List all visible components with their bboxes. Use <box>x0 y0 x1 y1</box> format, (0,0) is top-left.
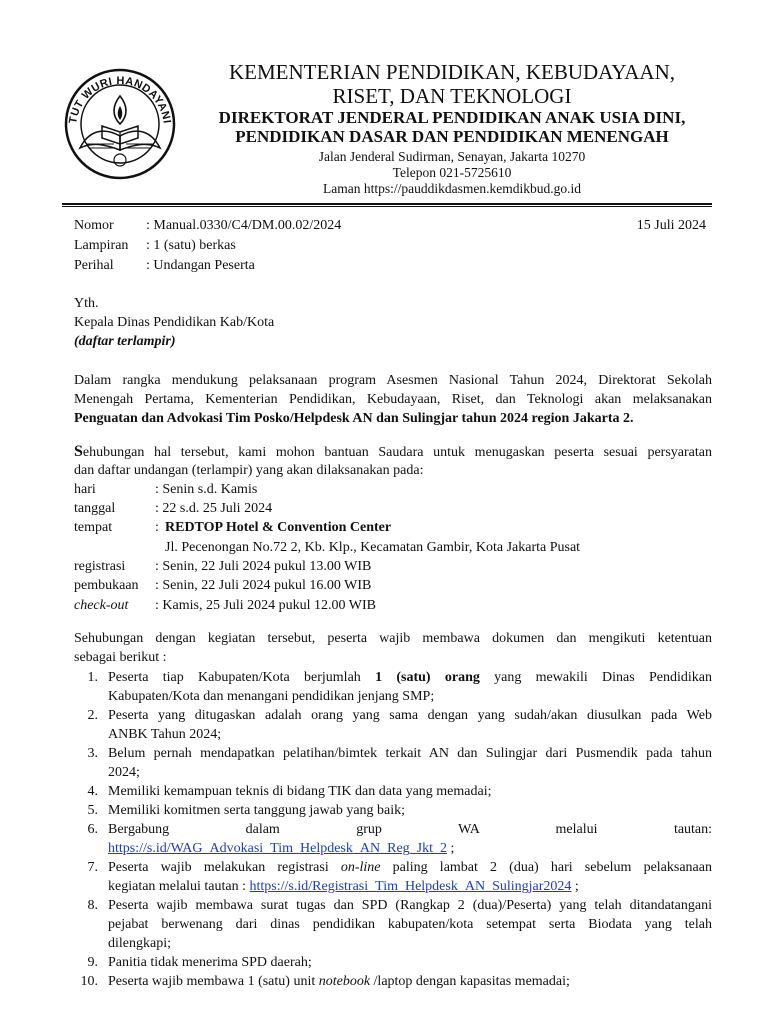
letterhead-phone: Telepon 021-5725610 <box>392 165 512 180</box>
addressee-yth: Yth. <box>74 296 99 311</box>
list-item-6-word: Bergabung <box>108 822 170 837</box>
checkout-label: check-out <box>74 598 129 613</box>
letterhead-ministry-line2: RISET, DAN TEKNOLOGI <box>332 84 572 108</box>
list-item-8-line-1: Peserta wajib membawa surat tugas dan SPD (Rangkap 2 (dua)/Peserta) yang telah ditandatangani <box>108 898 712 913</box>
intro-event-title: Penguatan dan Advokasi Tim Posko/Helpdesk AN dan Sulingjar tahun 2024 region Jakarta 2. <box>74 411 634 426</box>
list-item-6-word: tautan: <box>673 822 713 837</box>
pembukaan-label: pembukaan <box>74 578 139 593</box>
list-item-number: 3. <box>87 746 98 761</box>
list-item-7-italic: on-line <box>340 860 381 875</box>
checkout-value: : Kamis, 25 Juli 2024 pukul 12.00 WIB <box>155 598 377 613</box>
requirements-intro-line-2: sebagai berikut : <box>74 650 167 665</box>
wa-group-link[interactable]: https://s.id/WAG_Advokasi_Tim_Helpdesk_AN_Reg_Jkt_2 <box>108 841 447 856</box>
registrasi-label: registrasi <box>74 559 126 574</box>
intro-line-1: Dalam rangka mendukung pelaksanaan program Asesmen Nasional Tahun 2024, Direktorat Sekolah <box>74 373 712 388</box>
tempat-address: Jl. Pecenongan No.72 2, Kb. Klp., Kecamatan Gambir, Kota Jakarta Pusat <box>165 540 581 555</box>
list-item-7-text-c: kegiatan melalui tautan : <box>108 879 250 894</box>
letterhead-divider-thin <box>62 206 712 207</box>
list-item-2-line-1: Peserta yang ditugaskan adalah orang yang sama dengan yang sudah/akan diusulkan pada Web <box>108 708 712 723</box>
request-line-1 <box>74 443 712 462</box>
list-item-8-line-3: dilengkapi; <box>108 936 171 951</box>
addressee-name: Kepala Dinas Pendidikan Kab/Kota <box>74 315 275 330</box>
list-item-5: Memiliki komitmen serta tanggung jawab yang baik; <box>108 803 406 818</box>
list-item-7-end: ; <box>571 879 579 894</box>
list-item-1-line-1 <box>108 669 712 687</box>
list-item-6-word: dalam <box>245 822 280 837</box>
svg-text:TUT WURI HANDAYANI: TUT WURI HANDAYANI <box>67 74 173 125</box>
requirements-intro-line-1: Sehubungan dengan kegiatan tersebut, peserta wajib membawa dokumen dan mengikuti ketentuan <box>74 631 712 646</box>
drop-letter: S <box>74 443 83 460</box>
request-line-1-text: ehubungan hal tersebut, kami mohon bantuan Saudara untuk menugaskan peserta sesuai persyaratan <box>82 445 712 460</box>
list-item-6-line-2 <box>108 840 454 858</box>
tempat-venue: REDTOP Hotel & Convention Center <box>165 520 392 535</box>
list-item-1-text-a: Peserta tiap Kabupaten/Kota berjumlah <box>108 670 376 685</box>
letterhead-address: Jalan Jenderal Sudirman, Senayan, Jakarta 10270 <box>318 149 586 164</box>
tempat-colon: : <box>155 520 159 535</box>
tanggal-value: : 22 s.d. 25 Juli 2024 <box>155 501 273 516</box>
list-item-number: 2. <box>87 708 98 723</box>
list-item-6-word: grup <box>356 822 382 837</box>
letterhead-ministry-line1: KEMENTERIAN PENDIDIKAN, KEBUDAYAAN, <box>228 60 676 84</box>
letterhead-website: Laman https://pauddikdasmen.kemdikbud.go.id <box>323 181 581 196</box>
registration-link[interactable]: https://s.id/Registrasi_Tim_Helpdesk_AN_Sulingjar2024 <box>249 879 572 894</box>
request-line-2: dan daftar undangan (terlampir) yang akan dilaksanakan pada: <box>74 463 424 478</box>
list-item-10 <box>108 973 570 991</box>
list-item-number: 4. <box>87 784 98 799</box>
list-item-8-line-2: pejabat berwenang dari dinas pendidikan kabupaten/kota setempat serta Biodata yang telah <box>108 917 712 932</box>
list-item-6-line-1 <box>108 821 712 839</box>
lampiran-value: : 1 (satu) berkas <box>146 238 236 253</box>
hari-value: : Senin s.d. Kamis <box>155 482 258 497</box>
perihal-value: : Undangan Peserta <box>146 258 255 273</box>
lampiran-label: Lampiran <box>74 238 129 253</box>
list-item-6-word: melalui <box>555 822 598 837</box>
pembukaan-value: : Senin, 22 Juli 2024 pukul 16.00 WIB <box>155 578 372 593</box>
list-item-7-text-b: paling lambat 2 (dua) hari sebelum pelaksanaan <box>380 860 712 875</box>
list-item-1-bold: 1 (satu) orang <box>375 670 480 685</box>
letter-date: 15 Juli 2024 <box>636 218 706 233</box>
list-item-number: 8. <box>87 898 98 913</box>
registrasi-value: : Senin, 22 Juli 2024 pukul 13.00 WIB <box>155 559 372 574</box>
list-item-6-word: WA <box>458 822 480 837</box>
list-item-number: 10. <box>80 974 98 989</box>
list-item-10-italic: notebook <box>318 974 371 989</box>
tempat-label: tempat <box>74 520 113 535</box>
list-item-7-line-2 <box>108 878 579 896</box>
list-item-2-line-2: ANBK Tahun 2024; <box>108 727 222 742</box>
list-item-3-line-1: Belum pernah mendapatkan pelatihan/bimtek terkait AN dan Sulingjar dari Pusmendik pada tahun <box>108 746 712 761</box>
list-item-number: 6. <box>87 822 98 837</box>
list-item-number: 9. <box>87 955 98 970</box>
list-item-7-text-a: Peserta wajib melakukan registrasi <box>108 860 341 875</box>
list-item-number: 1. <box>87 670 98 685</box>
nomor-value: : Manual.0330/C4/DM.00.02/2024 <box>146 218 342 233</box>
hari-label: hari <box>74 482 96 497</box>
intro-line-2: Menengah Pertama, Kementerian Pendidikan, Kebudayaan, Riset, dan Teknologi akan melaksanakan <box>74 392 712 407</box>
list-item-10-text-b: /laptop dengan kapasitas memadai; <box>370 974 570 989</box>
tanggal-label: tanggal <box>74 501 116 516</box>
list-item-9: Panitia tidak menerima SPD daerah; <box>108 955 312 970</box>
list-item-1-text-b: yang mewakili Dinas Pendidikan <box>479 670 712 685</box>
list-item-3-line-2: 2024; <box>108 765 140 780</box>
nomor-label: Nomor <box>74 218 114 233</box>
list-item-1-line-2: Kabupaten/Kota dan menangani pendidikan jenjang SMP; <box>108 689 435 704</box>
list-item-number: 5. <box>87 803 98 818</box>
list-item-10-text-a: Peserta wajib membawa 1 (satu) unit <box>108 974 319 989</box>
perihal-label: Perihal <box>74 258 114 273</box>
letterhead-directorate-line2: PENDIDIKAN DASAR DAN PENDIDIKAN MENENGAH <box>235 127 669 146</box>
letterhead-directorate-line1: DIREKTORAT JENDERAL PENDIDIKAN ANAK USIA DINI, <box>218 108 686 127</box>
letterhead-divider <box>62 203 712 205</box>
list-item-6-end: ; <box>447 841 455 856</box>
list-item-number: 7. <box>87 860 98 875</box>
addressee-note: (daftar terlampir) <box>74 334 176 349</box>
list-item-4: Memiliki kemampuan teknis di bidang TIK dan data yang memadai; <box>108 784 492 799</box>
list-item-7-line-1 <box>108 859 712 877</box>
tut-wuri-handayani-logo <box>62 66 178 182</box>
